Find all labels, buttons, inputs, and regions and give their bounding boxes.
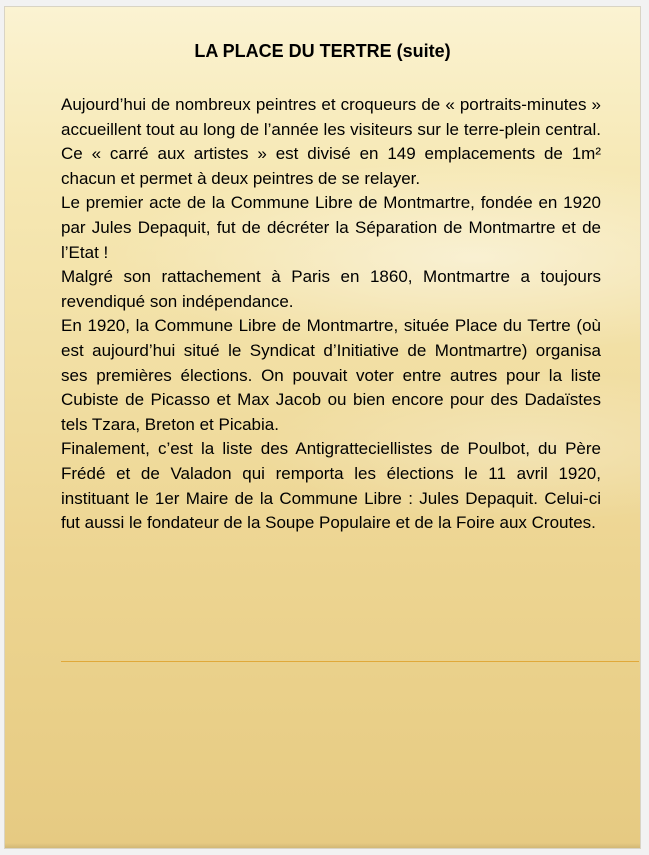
slide-shadow: [5, 843, 640, 848]
paragraph-results: Finalement, c’est la liste des Antigratteciellistes de Poulbot, du Père Frédé et de Valadon qui remporta les élections le 11 avril 1920, instituant le 1er Maire de la Commune Libre : Jules Depaquit. Celui-ci fut aussi le fondateur de la Soupe Populaire et de la Foire aux Croutes.: [61, 439, 601, 533]
paragraph-artists: Aujourd’hui de nombreux peintres et croqueurs de « portraits-minutes » accueillent tout au long de l’année les visiteurs sur le terre-plein central. Ce « carré aux artistes » est divisé en 149 emplacements de 1m² chacun et permet à deux peintres de se relayer.: [61, 95, 601, 188]
paragraph-independence: Malgré son rattachement à Paris en 1860, Montmartre a toujours revendiqué son indépendance.: [61, 267, 601, 311]
paragraph-elections: En 1920, la Commune Libre de Montmartre, située Place du Tertre (où est aujourd’hui situé le Syndicat d’Initiative de Montmartre) organisa ses premières élections. On pouvait voter entre autres pour la liste Cubiste de Picasso et Max Jacob ou bien encore pour des Dadaïstes tels Tzara, Breton et Picabia.: [61, 316, 601, 434]
horizontal-rule: [61, 661, 639, 662]
paragraph-commune-first-act: Le premier acte de la Commune Libre de Montmartre, fondée en 1920 par Jules Depaquit, fut de décréter la Séparation de Montmartre et de l’Etat !: [61, 193, 601, 262]
slide-title: LA PLACE DU TERTRE (suite): [194, 41, 451, 61]
slide: [4, 6, 641, 849]
slide-body-text: [61, 93, 601, 536]
